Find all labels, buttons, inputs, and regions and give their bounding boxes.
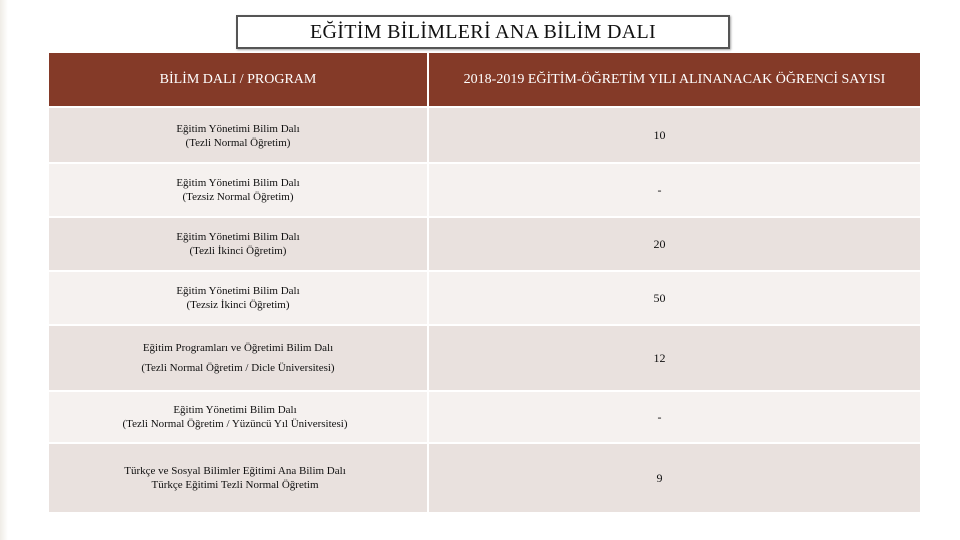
table-row — [49, 391, 920, 443]
program-cell — [49, 443, 428, 512]
program-type: (Tezli Normal Öğretim / Dicle Üniversitesi) — [141, 362, 335, 374]
program-name: Eğitim Yönetimi Bilim Dalı — [176, 177, 300, 189]
count-cell — [428, 391, 920, 443]
program-cell — [49, 391, 428, 443]
program-name: Eğitim Yönetimi Bilim Dalı — [176, 231, 300, 243]
program-name: Eğitim Yönetimi Bilim Dalı — [176, 123, 300, 135]
count-cell — [428, 271, 920, 325]
program-type: (Tezsiz İkinci Öğretim) — [186, 299, 290, 311]
count-cell — [428, 325, 920, 391]
program-name: Eğitim Yönetimi Bilim Dalı — [173, 404, 297, 416]
count-cell — [428, 443, 920, 512]
program-type: Türkçe Eğitimi Tezli Normal Öğretim — [151, 479, 319, 491]
program-name: Eğitim Programları ve Öğretimi Bilim Dalı — [142, 342, 334, 354]
student-count: - — [657, 409, 662, 424]
student-count: - — [657, 182, 662, 197]
column-header-program: BİLİM DALI / PROGRAM — [49, 53, 428, 107]
program-name: Türkçe ve Sosyal Bilimler Eğitimi Ana Bilim Dalı — [124, 465, 346, 477]
page-title: EĞİTİM BİLİMLERİ ANA BİLİM DALI — [310, 20, 656, 43]
program-type: (Tezsiz Normal Öğretim) — [182, 191, 294, 203]
program-type: (Tezli İkinci Öğretim) — [189, 245, 287, 257]
table-row — [49, 163, 920, 217]
count-cell — [428, 107, 920, 163]
student-count: 9 — [656, 470, 663, 485]
title-box — [236, 15, 730, 49]
table-row — [49, 217, 920, 271]
program-type: (Tezli Normal Öğretim) — [185, 137, 291, 149]
student-count: 20 — [653, 236, 666, 251]
program-cell — [49, 163, 428, 217]
program-cell — [49, 107, 428, 163]
table-row — [49, 271, 920, 325]
quota-table — [49, 53, 920, 512]
table-row — [49, 325, 920, 391]
slide-edge-decoration — [0, 0, 8, 540]
student-count: 50 — [653, 290, 666, 305]
table-header-row — [49, 53, 920, 107]
table-row — [49, 107, 920, 163]
student-count: 10 — [653, 127, 666, 142]
count-cell — [428, 217, 920, 271]
program-type: (Tezli Normal Öğretim / Yüzüncü Yıl Üniversitesi) — [122, 418, 348, 430]
column-header-count: 2018-2019 EĞİTİM-ÖĞRETİM YILI ALINANACAK ÖĞRENCİ SAYISI — [428, 53, 920, 107]
program-name: Eğitim Yönetimi Bilim Dalı — [176, 285, 300, 297]
quota-table-container — [49, 53, 920, 511]
student-count: 12 — [653, 350, 666, 365]
table-row — [49, 443, 920, 512]
count-cell — [428, 163, 920, 217]
program-cell — [49, 271, 428, 325]
program-cell — [49, 325, 428, 391]
program-cell — [49, 217, 428, 271]
